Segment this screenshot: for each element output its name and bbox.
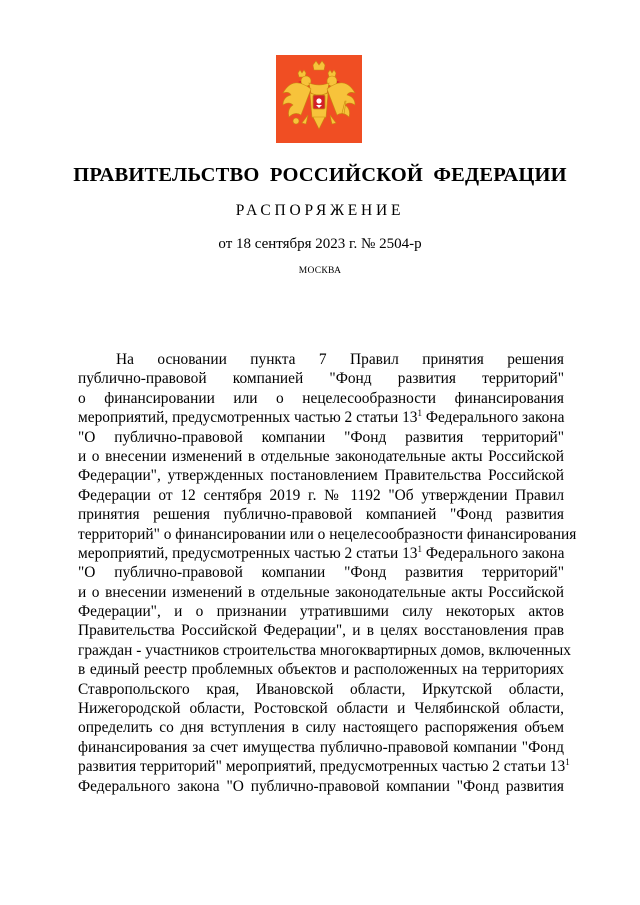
body-line: публично-правовой компанией "Фонд развития территорий": [78, 370, 564, 388]
body-line: развития территорий" мероприятий, предусмотренных частью 2 статьи $13^1$: [78, 757, 570, 776]
document-date-number: от 18 сентября 2023 г. № 2504-р: [218, 236, 422, 252]
body-line: Федерации от 12 сентября 2019 г. № 1192 "Об утверждении Правил: [78, 486, 564, 504]
document-city: МОСКВА: [298, 266, 342, 276]
body-line: определить со дня вступления в силу настоящего распоряжения объем: [78, 719, 564, 737]
body-line: Федерации", и о признании утратившими силу некоторых актов: [78, 603, 564, 621]
body-line: мероприятий, предусмотренных частью 2 статьи $13^1$ Федерального закона: [78, 543, 565, 562]
body-line: территорий" о финансировании или о нецелесообразности финансирования: [78, 525, 577, 543]
footnote-superscript: 1: [565, 757, 570, 768]
body-line: мероприятий, предусмотренных частью 2 статьи $13^1$ Федерального закона: [78, 408, 565, 427]
body-line: На основании пункта 7 Правил принятия решения: [116, 351, 564, 368]
body-line: и о внесении изменений в отдельные законодательные акты Российской: [78, 447, 564, 465]
body-line: финансирования за счет имущества публично-правовой компании "Фонд: [78, 738, 564, 756]
body-line: и о внесении изменений в отдельные законодательные акты Российской: [78, 583, 564, 601]
document-body: [78, 350, 577, 796]
body-line: Ставропольского края, Ивановской области, Иркутской области,: [78, 680, 564, 698]
body-line: принятия решения публично-правовой компанией "Фонд развития: [78, 506, 564, 524]
body-line: "О публично-правовой компании "Фонд развития территорий": [78, 564, 564, 582]
footnote-superscript: 1: [417, 543, 422, 554]
government-title: ПРАВИТЕЛЬСТВО РОССИЙСКОЙ ФЕДЕРАЦИИ: [73, 164, 567, 186]
body-line: Федерального закона "О публично-правовой компании "Фонд развития: [78, 777, 564, 795]
body-line: "О публично-правовой компании "Фонд развития территорий": [78, 428, 564, 446]
body-line: Правительства Российской Федерации", и в целях восстановления прав: [78, 622, 564, 640]
body-line: о финансировании или о нецелесообразности финансирования: [78, 389, 564, 407]
body-line: Нижегородской области, Ростовской области и Челябинской области,: [78, 700, 564, 718]
footnote-superscript: 1: [417, 408, 422, 419]
document-type: РАСПОРЯЖЕНИЕ: [235, 202, 405, 219]
body-line: граждан - участников строительства многоквартирных домов, включенных: [78, 641, 571, 659]
body-line: в единый реестр проблемных объектов и расположенных на территориях: [78, 661, 564, 679]
coat-of-arms-icon: [276, 55, 362, 143]
body-line: Федерации", утвержденных постановлением Правительства Российской: [78, 467, 564, 485]
